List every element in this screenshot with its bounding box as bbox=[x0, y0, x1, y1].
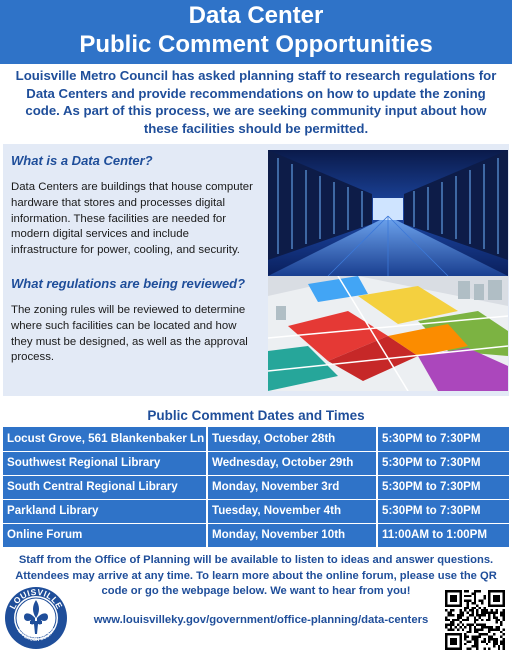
page-subtitle: Public Comment Opportunities bbox=[79, 31, 433, 58]
footer-note bbox=[6, 553, 506, 600]
body-line: hardware that stores and processes digital bbox=[11, 196, 226, 209]
svg-text:LOUISVILLE: LOUISVILLE bbox=[7, 586, 65, 611]
section-body-what-is bbox=[11, 180, 266, 259]
table-divider bbox=[3, 523, 509, 524]
location-cell: Parkland Library bbox=[7, 504, 99, 517]
date-cell: Tuesday, October 28th bbox=[212, 432, 336, 445]
date-cell: Monday, November 10th bbox=[212, 528, 346, 541]
table-row bbox=[3, 427, 509, 451]
location-cell: Locust Grove, 561 Blankenbaker Ln bbox=[7, 432, 205, 445]
table-divider bbox=[376, 427, 378, 547]
svg-text:JEFFERSON COUNTY: JEFFERSON COUNTY bbox=[15, 626, 57, 643]
table-divider bbox=[3, 499, 509, 500]
table-row bbox=[3, 451, 509, 475]
table-row bbox=[3, 499, 509, 523]
body-line: information. These facilities are needed for bbox=[11, 212, 227, 225]
intro-paragraph: Louisville Metro Council has asked planning staff to research regulations for Data Centers and provide recommendations on how to update the zoning code. As part of this process, we are seeking community input about how these facilities should be permitted. bbox=[15, 68, 497, 136]
table-divider bbox=[206, 427, 208, 547]
table-row bbox=[3, 475, 509, 499]
time-cell: 5:30PM to 7:30PM bbox=[382, 456, 481, 469]
schedule-title: Public Comment Dates and Times bbox=[147, 408, 365, 423]
body-line: where such facilities can be located and how bbox=[11, 319, 237, 332]
schedule-table bbox=[3, 427, 509, 547]
time-cell: 5:30PM to 7:30PM bbox=[382, 480, 481, 493]
date-cell: Tuesday, November 4th bbox=[212, 504, 342, 517]
section-heading-regulations: What regulations are being reviewed? bbox=[11, 276, 246, 291]
page-title: Data Center bbox=[188, 2, 324, 29]
body-line: process. bbox=[11, 351, 55, 364]
section-heading-what-is: What is a Data Center? bbox=[11, 153, 153, 168]
section-body-regulations bbox=[11, 303, 266, 366]
table-row bbox=[3, 523, 509, 547]
qr-code[interactable] bbox=[444, 590, 506, 650]
time-cell: 11:00AM to 1:00PM bbox=[382, 528, 488, 541]
webpage-link[interactable]: www.louisvilleky.gov/government/office-planning/data-centers bbox=[93, 614, 429, 626]
date-cell: Wednesday, October 29th bbox=[212, 456, 354, 469]
footer-line: Staff from the Office of Planning will be available to listen to ideas and answer questions. bbox=[18, 554, 494, 566]
location-cell: South Central Regional Library bbox=[7, 480, 178, 493]
server-room-image bbox=[268, 150, 508, 276]
footer-line: code or go the webpage below. We want to hear from you! bbox=[101, 585, 411, 597]
footer-line: Attendees may arrive at any time. To learn more about the online forum, please use the QR bbox=[15, 569, 497, 582]
body-line: modern digital services and include bbox=[11, 228, 189, 241]
body-line: The zoning rules will be reviewed to determine bbox=[11, 304, 246, 316]
location-cell: Southwest Regional Library bbox=[7, 456, 161, 469]
location-cell: Online Forum bbox=[7, 528, 83, 541]
header-banner bbox=[0, 0, 512, 64]
date-cell: Monday, November 3rd bbox=[212, 480, 340, 493]
table-divider bbox=[3, 451, 509, 452]
louisville-seal-logo bbox=[4, 586, 68, 650]
body-line: they must be designed, as well as the approval bbox=[11, 335, 248, 348]
zoning-map-image bbox=[268, 276, 508, 391]
time-cell: 5:30PM to 7:30PM bbox=[382, 504, 481, 517]
time-cell: 5:30PM to 7:30PM bbox=[382, 432, 481, 445]
body-line: Data Centers are buildings that house computer bbox=[11, 181, 253, 193]
body-line: infrastructure for power, cooling, and security. bbox=[11, 244, 240, 257]
table-divider bbox=[3, 475, 509, 476]
